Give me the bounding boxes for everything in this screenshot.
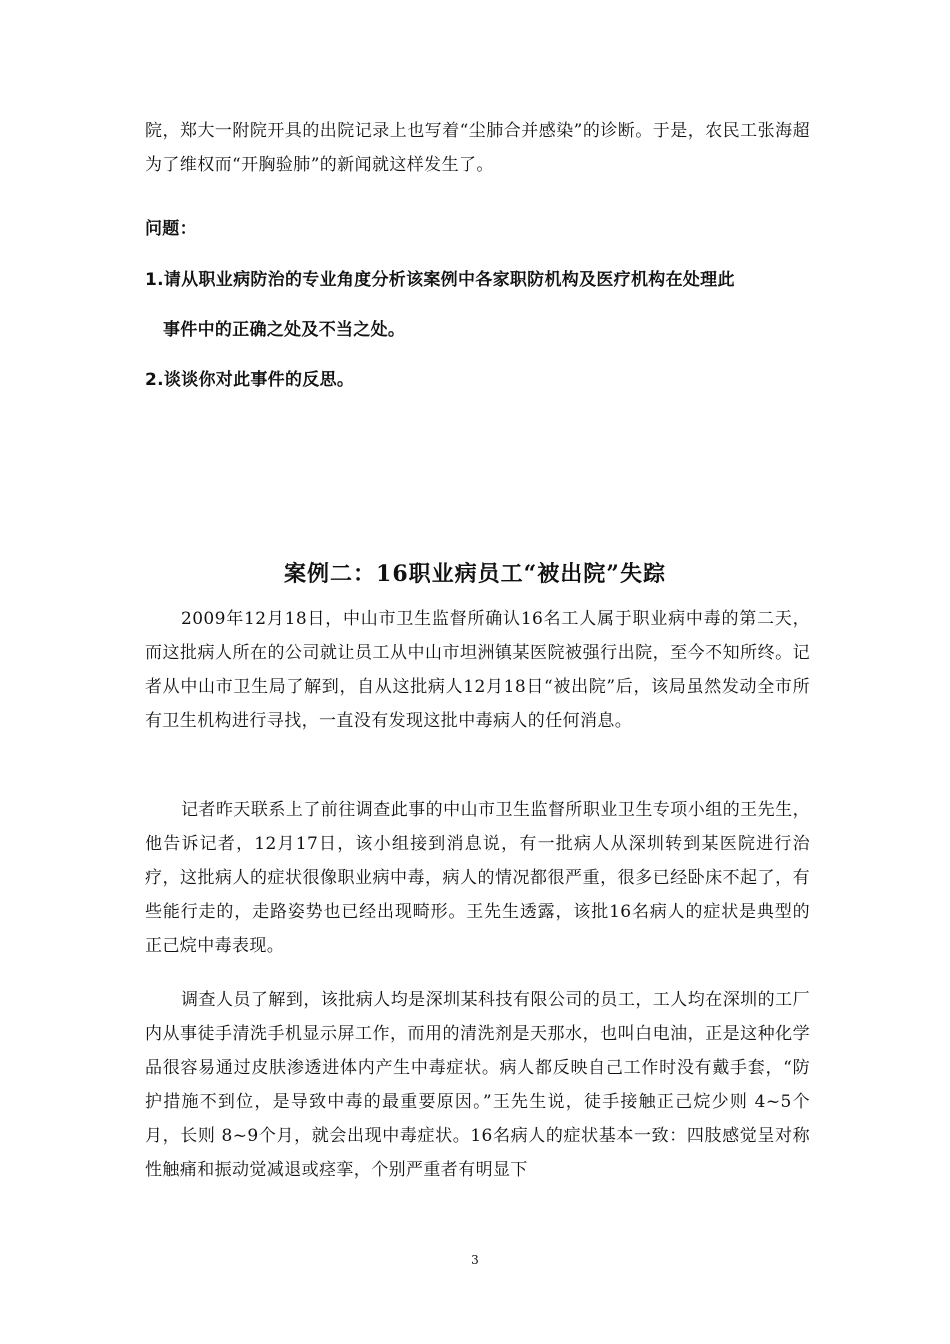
case-title-prefix: 案例二：	[284, 561, 377, 587]
question-2: 2.谈谈你对此事件的反思。	[145, 370, 355, 390]
page-number: 3	[471, 1253, 479, 1267]
question-1-line-1: 1.请从职业病防治的专业角度分析该案例中各家职防机构及医疗机构在处理此	[145, 270, 735, 290]
intro-paragraph: 院，郑大一附院开具的出院记录上也写着“尘肺合并感染”的诊断。于是，农民工张海超为了维权而“开胸验肺”的新闻就这样发生了。	[145, 121, 810, 175]
question-1-line-2: 事件中的正确之处及不当之处。	[163, 320, 406, 340]
case-title	[0, 557, 950, 588]
case-paragraph-3: 调查人员了解到，该批病人均是深圳某科技有限公司的员工，工人均在深圳的工厂内从事徒手清洗手机显示屏工作，而用的清洗剂是天那水，也叫白电油，正是这种化学品很容易通过皮肤渗透进体内产生中毒症状。病人都反映自己工作时没有戴手套，“防护措施不到位，是导致中毒的最重要原因。”王先生说，徒手接触正己烷少则 4~5个月，长则 8~9个月，就会出现中毒症状。16名病人的症状基本一致：四肢感觉呈对称性触痛和振动觉减退或痉挛，个别严重者有明显下	[145, 990, 810, 1180]
case-paragraph-1: 2009年12月18日，中山市卫生监督所确认16名工人属于职业病中毒的第二天，而这批病人所在的公司就让员工从中山市坦洲镇某医院被强行出院，至今不知所终。记者从中山市卫生局了解到，自从这批病人12月18日“被出院”后，该局虽然发动全市所有卫生机构进行寻找，一直没有发现这批中毒病人的任何消息。	[145, 609, 810, 731]
case-title-suffix: 职业病员工“被出院”失踪	[408, 561, 666, 587]
questions-heading: 问题：	[145, 219, 197, 239]
case-title-number: 16	[376, 561, 409, 587]
case-paragraph-2: 记者昨天联系上了前往调查此事的中山市卫生监督所职业卫生专项小组的王先生，他告诉记者，12月17日，该小组接到消息说，有一批病人从深圳转到某医院进行治疗，这批病人的症状很像职业病中毒，病人的情况都很严重，很多已经卧床不起了，有些能行走的，走路姿势也已经出现畸形。王先生透露，该批16名病人的症状是典型的正己烷中毒表现。	[145, 800, 810, 956]
